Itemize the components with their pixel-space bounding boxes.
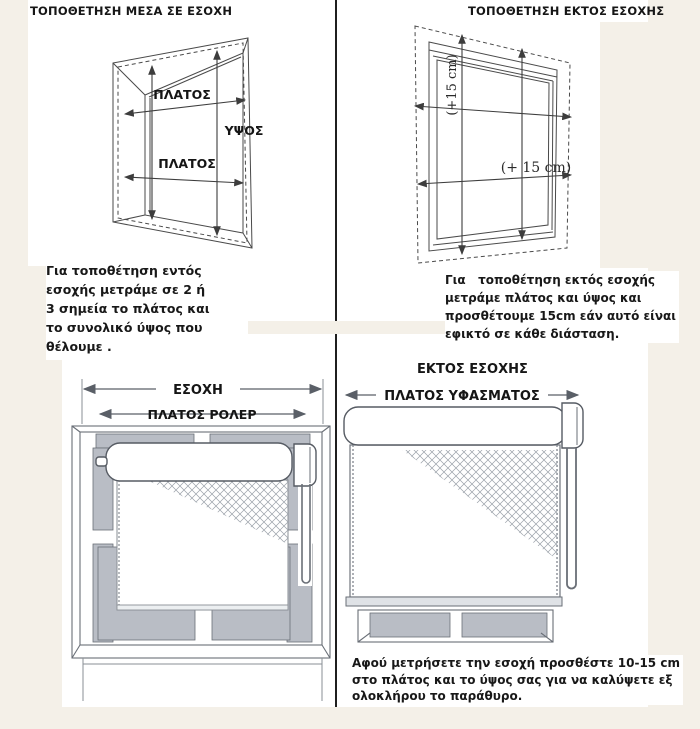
fabric-bottom-bar <box>346 597 562 606</box>
roller-width-label: ΠΛΑΤΟΣ ΡΟΛΕΡ <box>147 407 257 422</box>
caption-line: στο πλάτος και το ύψος σας για να καλύψετε εξ <box>352 672 673 687</box>
caption-line: μετράμε πλάτος και ύψος και <box>445 291 642 305</box>
caption-line: Για τοποθέτηση εκτός εσοχής <box>445 273 655 287</box>
blind-dashed-outline <box>415 26 570 263</box>
width-arrow-top <box>125 100 245 114</box>
roller-bracket-right <box>562 403 583 448</box>
outside-recess-roller-diagram <box>340 384 645 656</box>
roller-bracket-right <box>294 444 316 486</box>
title-outside-recess: ΤΟΠΟΘΕΤΗΣΗ ΕΚΤΟΣ ΕΣΟΧΗΣ <box>468 4 665 18</box>
height-label: ΥΨΟΣ <box>224 123 264 138</box>
bg-patch <box>28 266 46 360</box>
width-plus-label: (+ 15 cm) <box>500 160 572 176</box>
caption-inside-recess <box>46 261 210 356</box>
corner-depth-lines <box>113 38 252 248</box>
width-label-bottom: ΠΛΑΤΟΣ <box>158 156 216 171</box>
roller-pin-left <box>96 457 107 466</box>
caption-line: εσοχής μετράμε σε 2 ή <box>46 282 206 297</box>
roller-tube <box>106 443 292 481</box>
caption-line: θέλουμε . <box>46 339 112 354</box>
window-outer-frame <box>113 38 252 248</box>
width-arrow-bottom <box>125 177 243 183</box>
heading-outside-recess: ΕΚΤΟΣ ΕΣΟΧΗΣ <box>417 362 528 377</box>
caption-line: προσθέτουμε 15cm εάν αυτό είναι <box>445 309 676 323</box>
width-arrow-top <box>415 106 571 117</box>
height-plus-label: (+15 cm) <box>445 54 460 116</box>
caption-line: 3 σημεία το πλάτος και <box>46 301 210 316</box>
fabric-width-label: ΠΛΑΤΟΣ ΥΦΑΣΜΑΤΟΣ <box>384 389 540 404</box>
caption-line: ολοκλήρου το παράθυρο. <box>352 689 523 703</box>
caption-line: Για τοποθέτηση εντός <box>46 263 202 278</box>
inside-recess-window-diagram <box>75 30 335 280</box>
bg-patch <box>248 321 445 334</box>
title-inside-recess: ΤΟΠΟΘΕΤΗΣΗ ΜΕΣΑ ΣΕ ΕΣΟΧΗ <box>30 4 233 18</box>
control-chain <box>567 448 576 589</box>
sill-panel-left <box>370 613 450 637</box>
caption-measure-note <box>352 655 683 705</box>
window-inner-opening <box>145 53 243 233</box>
width-label-top: ΠΛΑΤΟΣ <box>153 87 211 102</box>
wall-lines <box>83 658 322 701</box>
outside-recess-window-diagram <box>405 20 605 275</box>
bg-patch <box>28 360 62 707</box>
fabric-bottom-bar <box>117 605 288 610</box>
roller-tube <box>344 407 566 445</box>
sill-panel-right <box>462 613 547 637</box>
caption-outside-recess <box>445 271 679 343</box>
caption-line: το συνολικό ύψος που <box>46 320 203 335</box>
recess-label: ΕΣΟΧΗ <box>173 383 223 398</box>
window-dashed-outline <box>118 43 247 243</box>
inside-recess-roller-diagram <box>60 374 340 707</box>
bg-patch <box>600 22 648 268</box>
caption-line: Αφού μετρήσετε την εσοχή προσθέστε 10-15 cm <box>352 656 680 670</box>
caption-line: εφικτό σε κάθε διάσταση. <box>445 327 620 341</box>
